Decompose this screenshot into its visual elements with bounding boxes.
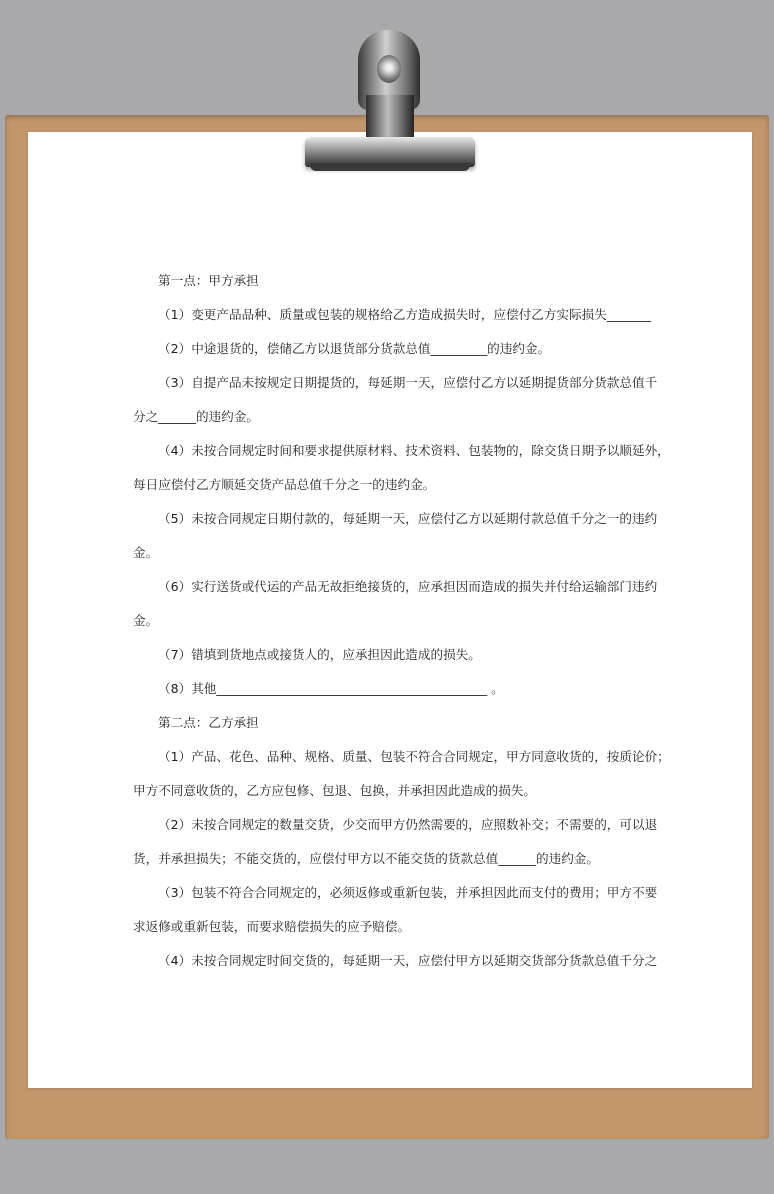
text-line: （3）包装不符合合同规定的，必须返修或重新包装，并承担因此而支付的费用；甲方不要 <box>158 885 658 900</box>
text-line: （8）其他___________________________________________ 。 <box>158 681 504 696</box>
text-line: （4）未按合同规定时间和要求提供原材料、技术资料、包装物的，除交货日期予以顺延外， <box>158 443 670 458</box>
text-line: 甲方不同意收货的，乙方应包修、包退、包换，并承担因此造成的损失。 <box>133 783 536 798</box>
text-line: （5）未按合同规定日期付款的，每延期一天，应偿付乙方以延期付款总值千分之一的违约 <box>158 511 658 526</box>
text-line: （2）中途退货的，偿储乙方以退货部分货款总值_________的违约金。 <box>158 341 551 356</box>
text-line: （6）实行送货或代运的产品无故拒绝接货的，应承担因而造成的损失并付给运输部门违约 <box>158 579 658 594</box>
text-line: （2）未按合同规定的数量交货，少交而甲方仍然需要的，应照数补交；不需要的，可以退 <box>158 817 658 832</box>
text-line: 货，并承担损失；不能交货的，应偿付甲方以不能交货的货款总值______的违约金。 <box>133 851 599 866</box>
text-line: 每日应偿付乙方顺延交货产品总值千分之一的违约金。 <box>133 477 436 492</box>
text-line: 分之______的违约金。 <box>133 409 259 424</box>
text-line: 金。 <box>133 545 159 560</box>
text-line: 求返修或重新包装，而要求赔偿损失的应予赔偿。 <box>133 919 411 934</box>
text-line: （1）变更产品品种、质量或包装的规格给乙方造成损失时，应偿付乙方实际损失_______ <box>158 307 651 322</box>
section-heading-party-b: 第二点：乙方承担 <box>158 715 259 730</box>
text-line: （3）自提产品未按规定日期提货的，每延期一天，应偿付乙方以延期提货部分货款总值千 <box>158 375 658 390</box>
section-heading-party-a: 第一点：甲方承担 <box>158 273 259 288</box>
text-line: （7）错填到货地点或接货人的，应承担因此造成的损失。 <box>158 647 481 662</box>
text-line: （1）产品、花色、品种、规格、质量、包装不符合合同规定，甲方同意收货的，按质论价； <box>158 749 670 764</box>
text-line: 金。 <box>133 613 159 628</box>
text-line: （4）未按合同规定时间交货的，每延期一天，应偿付甲方以延期交货部分货款总值千分之 <box>158 953 658 968</box>
